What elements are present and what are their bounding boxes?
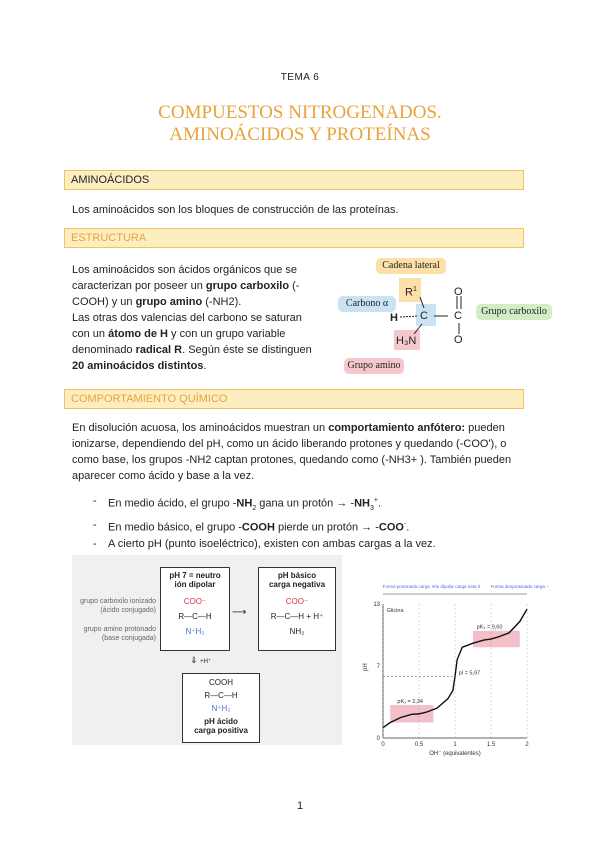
atom-r-sup: 1 xyxy=(412,286,417,293)
subscript: 3 xyxy=(369,504,374,512)
title-line-2: AMINOÁCIDOS Y PROTEÍNAS xyxy=(169,124,431,145)
text-run: Las otras dos valencias del carbono se saturan con un xyxy=(72,312,302,340)
atom-c-alpha: C xyxy=(420,310,428,322)
section-heading-aminoacidos: AMINOÁCIDOS xyxy=(64,170,524,190)
comportamiento-paragraph xyxy=(72,420,532,484)
behaviour-list xyxy=(88,493,528,552)
h-plus-label: +H⁺ xyxy=(200,659,212,665)
y-tick-label: 13 xyxy=(373,602,380,608)
coo-group: COO⁻ xyxy=(285,597,309,606)
atom-r xyxy=(405,282,417,301)
alpha-carbon-label: Carbono α xyxy=(338,296,396,312)
bold-run: grupo carboxilo xyxy=(205,280,290,292)
bold-run: COOH xyxy=(241,521,275,534)
bold-run: 20 aminoácidos distintos xyxy=(72,360,204,372)
nh2-group: NH₂ xyxy=(289,627,305,636)
y-axis-label: pH xyxy=(363,663,369,671)
text-run: y con un grupo variable denominado xyxy=(72,328,286,356)
series-label: Glicina xyxy=(386,608,404,615)
text-run: En disolución acuosa, los aminoácidos muestran un xyxy=(72,422,329,434)
basic-box xyxy=(258,567,336,651)
subscript: 2 xyxy=(252,504,257,512)
text-run: . Según éste se distinguen xyxy=(182,344,312,356)
side-chain-label: Cadena lateral xyxy=(376,258,446,274)
atom-r-text: R xyxy=(405,286,413,299)
amino-label: Grupo amino xyxy=(344,358,404,374)
ionic-form-label: Forma protonada carga + xyxy=(382,584,434,589)
ionic-form-label: Forma desprotonada carga − xyxy=(490,584,549,589)
carboxyl-ionized-label: grupo carboxilo ionizado (ácido conjugado) xyxy=(80,598,156,614)
estructura-paragraph xyxy=(72,262,317,374)
section-heading-estructura: ESTRUCTURA xyxy=(64,228,524,248)
x-tick-label: 1.5 xyxy=(486,742,496,748)
pk2-buffer-zone xyxy=(473,631,520,647)
equilibrium-arrow: ⟶ xyxy=(232,607,247,618)
bold-run: átomo de H xyxy=(108,328,168,340)
superscript: - xyxy=(403,520,407,528)
coo-group: COO⁻ xyxy=(183,597,207,606)
basic-header: pH básico carga negativa xyxy=(268,571,326,589)
neutral-header: pH 7 = neutro ión dipolar xyxy=(169,571,221,589)
x-tick-label: 1 xyxy=(453,742,457,748)
zwitterion-figure xyxy=(72,555,342,745)
atom-o-single: O xyxy=(454,334,463,346)
x-tick-label: 0 xyxy=(381,742,385,748)
bold-run: comportamiento anfótero: xyxy=(328,422,466,434)
cooh-group: COOH xyxy=(209,678,233,687)
atom-c-carboxyl: C xyxy=(454,310,462,322)
h-plus: + H⁺ xyxy=(306,612,324,621)
page-title xyxy=(0,102,600,146)
pi-annotation: pI = 5,97 xyxy=(458,670,481,677)
x-axis-label: OH⁻ (equivalentes) xyxy=(429,751,481,757)
y-tick-label: 0 xyxy=(376,736,380,742)
bold-run: grupo amino xyxy=(135,296,203,308)
text-run: pueden ionizarse, dependiendo del pH, como un ácido liberando protones y quedando (-COO'), o como base, los grupos -NH2 captan protones, quedando como (-NH3+ ). También pueden aparecer como ácido y base a la vez. xyxy=(72,422,512,482)
bold-run: NH xyxy=(236,497,253,510)
list-item xyxy=(88,493,528,517)
rch-group: R—C—H xyxy=(178,612,212,621)
section-heading-comportamiento: COMPORTAMIENTO QUÍMICO xyxy=(64,389,524,409)
text-run: (-NH2). xyxy=(202,296,242,308)
bold-run: radical R xyxy=(135,344,183,356)
text-run: . xyxy=(406,521,410,534)
atom-h: H xyxy=(390,312,398,324)
acid-header: pH ácido carga positiva xyxy=(194,717,248,735)
amino-protonated-label: grupo amino protonado (base conjugada) xyxy=(83,626,156,642)
atom-n: H₃N xyxy=(396,335,417,347)
page-number: 1 xyxy=(296,800,304,812)
topic-label: TEMA 6 xyxy=(280,72,320,83)
titration-chart xyxy=(355,548,549,762)
superscript: + xyxy=(373,497,378,504)
atom-o-double: O xyxy=(454,286,463,298)
pk1-annotation: pK₁ = 2,34 xyxy=(397,698,423,705)
title-line-1: COMPUESTOS NITROGENADOS. xyxy=(158,102,442,123)
text-run: . xyxy=(203,360,207,372)
text-run: . xyxy=(377,497,382,510)
ionic-form-label: Ión dipolar carga neta 0 xyxy=(433,584,481,589)
carboxyl-label: Grupo carboxilo xyxy=(476,304,552,320)
bond-h-c xyxy=(400,316,418,317)
text-run: Los aminoácidos son ácidos orgánicos que se caracterizan por poseer un xyxy=(72,264,298,292)
aminoacidos-text: Los aminoácidos son los bloques de construcción de las proteínas. xyxy=(72,204,399,216)
text-run: En medio básico, el grupo - xyxy=(108,521,242,534)
down-arrow-icon: ⇓ xyxy=(190,655,198,665)
protonation-arrow xyxy=(190,655,211,666)
x-tick-label: 2 xyxy=(525,742,529,748)
text-run: pierde un protón → - xyxy=(274,521,379,534)
acid-box xyxy=(182,673,260,743)
x-tick-label: 0.5 xyxy=(414,742,424,748)
pk2-annotation: pK₂ = 9,60 xyxy=(476,624,503,631)
list-item xyxy=(88,517,528,536)
structure-bonds xyxy=(330,252,555,380)
y-tick-label: 7 xyxy=(376,663,380,670)
rch-group: R—C—H xyxy=(204,691,238,700)
text-run: En medio ácido, el grupo - xyxy=(108,497,237,510)
nh3-group: N⁺H₃ xyxy=(211,704,231,713)
text-run: gana un protón → - xyxy=(256,497,355,510)
neutral-box xyxy=(160,567,230,651)
rch-group: R—C—H xyxy=(270,612,305,621)
amino-acid-structure-diagram xyxy=(330,252,555,380)
bond-r-c xyxy=(420,297,424,308)
bold-run: NH xyxy=(354,497,370,510)
bold-run: COO xyxy=(378,521,404,534)
text-run: A cierto pH (punto isoeléctrico), existen con ambas cargas a la vez. xyxy=(108,537,436,550)
nh3-group: N⁺H₃ xyxy=(185,627,205,636)
text-run: (-COOH) y un xyxy=(72,280,300,308)
